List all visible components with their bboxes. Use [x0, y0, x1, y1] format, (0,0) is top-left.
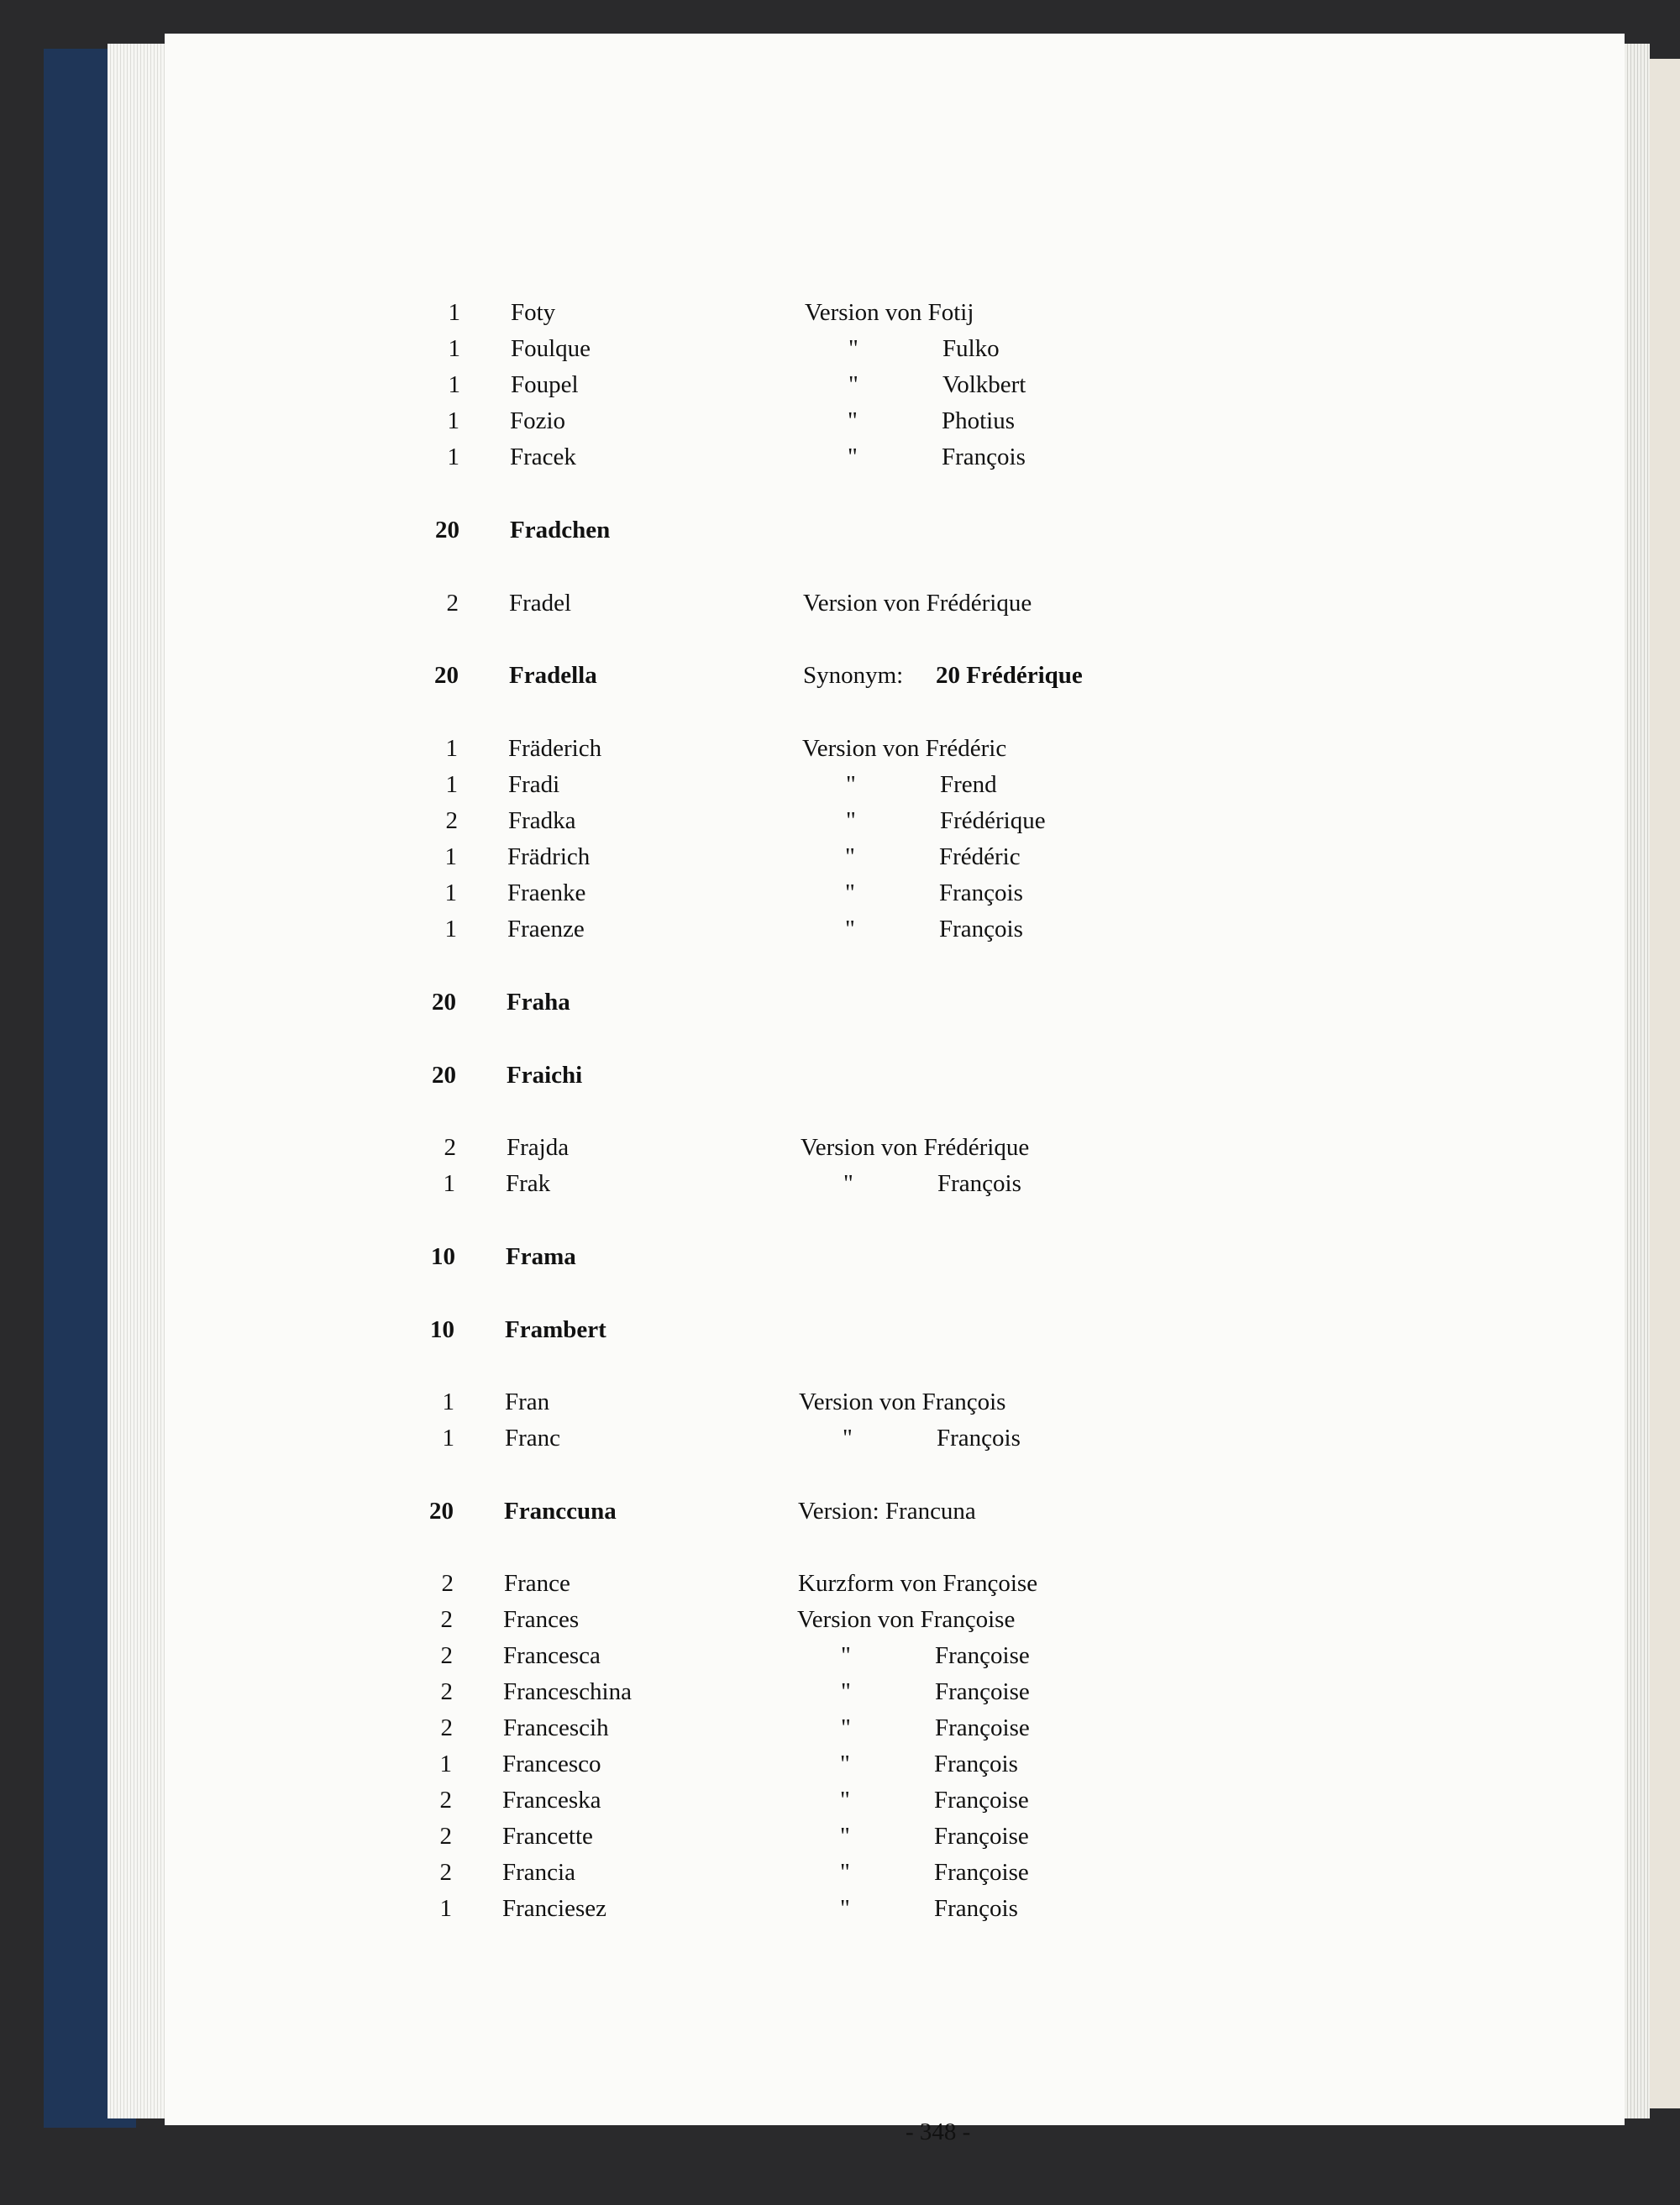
- synonym-reference: 20 Frédérique: [936, 662, 1083, 689]
- page-number: - 348 -: [906, 2118, 971, 2145]
- ditto-mark: ": [848, 407, 858, 434]
- entry-number: 1: [444, 843, 457, 870]
- entry-name: Fozio: [510, 407, 566, 434]
- entry-name: Franceschina: [503, 1678, 632, 1705]
- list-item: [0, 1311, 1680, 1348]
- entry-note: Synonym:: [803, 662, 904, 689]
- entry-name: Frak: [506, 1170, 551, 1197]
- entry-name: Franccuna: [504, 1498, 617, 1525]
- entry-name: Foupel: [511, 371, 579, 398]
- entry-note: Françoise: [934, 1787, 1029, 1814]
- entry-note: Version von Françoise: [797, 1606, 1016, 1633]
- entry-name: Fradel: [509, 590, 572, 617]
- ditto-mark: ": [845, 843, 855, 870]
- entry-note: François: [939, 916, 1023, 942]
- entry-note: Françoise: [934, 1859, 1029, 1886]
- entry-name: Franc: [505, 1425, 561, 1452]
- entry-name: Franciesez: [502, 1895, 606, 1922]
- entry-name: Fradi: [508, 771, 560, 798]
- list-item: [0, 1420, 1680, 1457]
- entry-number: 2: [440, 1606, 453, 1633]
- list-item: [0, 366, 1680, 403]
- entry-name: Francette: [502, 1823, 593, 1850]
- entry-number: 1: [445, 771, 458, 798]
- entry-number: 1: [447, 444, 459, 470]
- entry-name: Frambert: [505, 1316, 606, 1343]
- entry-name: Fran: [505, 1389, 550, 1415]
- entry-number: 2: [439, 1823, 452, 1850]
- entry-number: 10: [430, 1316, 454, 1343]
- entry-number: 1: [439, 1751, 452, 1777]
- ditto-mark: ": [841, 1642, 851, 1669]
- ditto-mark: ": [840, 1787, 850, 1814]
- entry-note: Version von Frédérique: [801, 1134, 1030, 1161]
- ditto-mark: ": [848, 335, 858, 362]
- entry-name: Fracek: [510, 444, 576, 470]
- entry-note: François: [939, 879, 1023, 906]
- list-item: [0, 1709, 1680, 1746]
- list-item: [0, 1637, 1680, 1674]
- ditto-mark: ": [845, 879, 855, 906]
- list-item: [0, 1818, 1680, 1855]
- list-item: [0, 330, 1680, 367]
- entry-number: 1: [444, 916, 457, 942]
- entry-name: Fradchen: [510, 517, 611, 543]
- entry-name: Francescih: [503, 1714, 609, 1741]
- entry-number: 2: [446, 590, 459, 617]
- ditto-mark: ": [843, 1170, 853, 1197]
- ditto-mark: ": [848, 371, 858, 398]
- ditto-mark: ": [840, 1823, 850, 1850]
- entry-note: Version: Francuna: [798, 1498, 976, 1525]
- entry-number: 2: [440, 1678, 453, 1705]
- entry-note: François: [937, 1170, 1021, 1197]
- entry-name: Fradka: [508, 807, 576, 834]
- list-item: [0, 802, 1680, 839]
- entry-name: Foty: [511, 299, 556, 326]
- ditto-mark: ": [845, 916, 855, 942]
- entry-note: François: [934, 1895, 1018, 1922]
- entry-name: Francia: [502, 1859, 575, 1886]
- entry-number: 1: [448, 335, 460, 362]
- entry-number: 2: [444, 1134, 456, 1161]
- entry-note: Volkbert: [942, 371, 1026, 398]
- entry-note: Frend: [940, 771, 997, 798]
- list-item: [0, 1890, 1680, 1927]
- list-item: [0, 1129, 1680, 1166]
- ditto-mark: ": [846, 771, 856, 798]
- entry-note: Frédéric: [939, 843, 1021, 870]
- entry-number: 20: [429, 1498, 454, 1525]
- ditto-mark: ": [848, 444, 858, 470]
- list-item: [0, 1383, 1680, 1420]
- ditto-mark: ": [840, 1895, 850, 1922]
- entry-name: France: [504, 1570, 570, 1597]
- list-item: [0, 1493, 1680, 1530]
- entry-note: Version von Frédéric: [802, 735, 1007, 762]
- ditto-mark: ": [846, 807, 856, 834]
- ditto-mark: ": [843, 1425, 853, 1452]
- entry-note: Fulko: [942, 335, 1000, 362]
- list-item: [0, 512, 1680, 549]
- ditto-mark: ": [840, 1751, 850, 1777]
- list-item: [0, 1746, 1680, 1782]
- entry-note: Françoise: [935, 1678, 1030, 1705]
- list-item: [0, 1601, 1680, 1638]
- list-item: [0, 294, 1680, 331]
- entry-note: François: [942, 444, 1026, 470]
- entry-name: Fraichi: [507, 1062, 583, 1089]
- entry-name: Franceska: [502, 1787, 601, 1814]
- entry-number: 20: [435, 517, 459, 543]
- entry-number: 1: [447, 407, 459, 434]
- entry-name: Frajda: [507, 1134, 570, 1161]
- ditto-mark: ": [841, 1678, 851, 1705]
- entry-name: Fraenke: [507, 879, 586, 906]
- entry-number: 2: [439, 1859, 452, 1886]
- entry-name: Frances: [503, 1606, 580, 1633]
- entry-name: Frädrich: [507, 843, 591, 870]
- entry-number: 2: [439, 1787, 452, 1814]
- list-item: [0, 766, 1680, 803]
- entry-note: Version von Fotij: [805, 299, 974, 326]
- entry-note: Version von François: [799, 1389, 1006, 1415]
- entry-number: 1: [444, 879, 457, 906]
- entry-name: Francesca: [503, 1642, 601, 1669]
- entry-number: 1: [442, 1389, 454, 1415]
- list-item: [0, 911, 1680, 948]
- entry-number: 1: [443, 1170, 455, 1197]
- ditto-mark: ": [840, 1859, 850, 1886]
- entry-note: Françoise: [935, 1714, 1030, 1741]
- entry-number: 1: [439, 1895, 452, 1922]
- list-item: [0, 874, 1680, 911]
- entry-note: Frédérique: [940, 807, 1046, 834]
- entry-note: Françoise: [934, 1823, 1029, 1850]
- entry-name: Foulque: [511, 335, 591, 362]
- entry-number: 10: [431, 1243, 455, 1270]
- list-item: [0, 984, 1680, 1021]
- entry-number: 2: [441, 1570, 454, 1597]
- entry-name: Fraha: [507, 989, 570, 1016]
- entry-number: 1: [448, 299, 460, 326]
- entry-name: Fräderich: [508, 735, 602, 762]
- list-item: [0, 1165, 1680, 1202]
- list-item: [0, 1673, 1680, 1710]
- list-item: [0, 1057, 1680, 1094]
- list-item: [0, 1565, 1680, 1602]
- list-item: [0, 1238, 1680, 1275]
- list-item: [0, 402, 1680, 439]
- entry-name: Fradella: [509, 662, 597, 689]
- entry-name: Frama: [506, 1243, 576, 1270]
- list-item: [0, 657, 1680, 694]
- entry-note: François: [937, 1425, 1021, 1452]
- entry-number: 20: [432, 989, 456, 1016]
- entry-number: 2: [440, 1642, 453, 1669]
- entry-number: 20: [432, 1062, 456, 1089]
- list-item: [0, 730, 1680, 767]
- entry-number: 1: [442, 1425, 454, 1452]
- entry-number: 1: [445, 735, 458, 762]
- entry-note: Photius: [942, 407, 1016, 434]
- list-item: [0, 1782, 1680, 1819]
- list-item: [0, 438, 1680, 475]
- ditto-mark: ": [841, 1714, 851, 1741]
- entry-name: Fraenze: [507, 916, 585, 942]
- entry-name: Francesco: [502, 1751, 601, 1777]
- entry-number: 1: [448, 371, 460, 398]
- list-item: [0, 838, 1680, 875]
- entry-note: Françoise: [935, 1642, 1030, 1669]
- entry-note: Kurzform von Françoise: [798, 1570, 1038, 1597]
- entry-number: 2: [440, 1714, 453, 1741]
- entry-number: 20: [434, 662, 459, 689]
- entry-note: François: [934, 1751, 1018, 1777]
- list-item: [0, 1854, 1680, 1891]
- entry-note: Version von Frédérique: [803, 590, 1032, 617]
- entry-number: 2: [445, 807, 458, 834]
- list-item: [0, 585, 1680, 622]
